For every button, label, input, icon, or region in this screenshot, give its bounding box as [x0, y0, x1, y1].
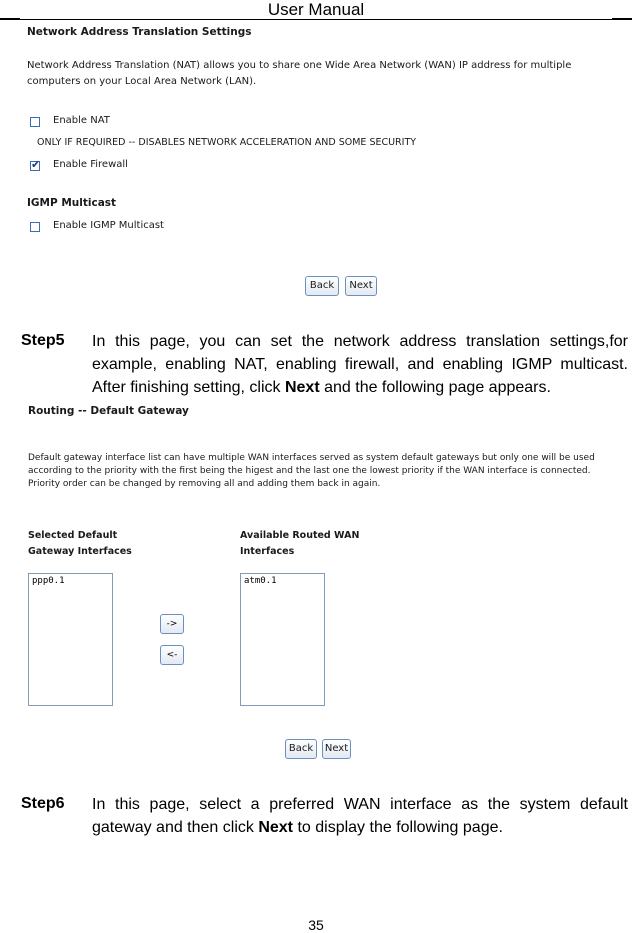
step6-label: Step6 — [21, 795, 65, 812]
enable-nat-checkbox[interactable] — [30, 117, 40, 127]
step5-paragraph — [92, 330, 628, 399]
nat-warning-text: ONLY IF REQUIRED -- DISABLES NETWORK ACCELERATION AND SOME SECURITY — [37, 137, 417, 148]
default-gateway-description: Default gateway interface list can have multiple WAN interfaces served as system default gateways but only one will be used according to the priority with the first being the higest and the last one the lowest priority if the WAN interface is connected. Priority order can be changed by removing all and adding them back in again. — [28, 453, 595, 489]
enable-igmp-label: Enable IGMP Multicast — [53, 220, 164, 231]
selected-interfaces-heading — [28, 528, 132, 560]
nat-settings-title: Network Address Translation Settings — [27, 26, 252, 38]
enable-firewall-checkbox[interactable] — [30, 158, 41, 171]
back-button[interactable]: Back — [305, 276, 339, 296]
selected-heading-line2: Gateway Interfaces — [28, 546, 132, 557]
nat-description: Network Address Translation (NAT) allows you to share one Wide Area Network (WAN) IP address for multiple computers on your Local Area Network (LAN). — [27, 60, 572, 87]
step6-text-after: to display the following page. — [293, 819, 503, 836]
step6-text-before: In this page, select a preferred WAN interface as the system default gateway and then click — [92, 796, 628, 836]
page-number: 35 — [308, 917, 324, 933]
enable-nat-label: Enable NAT — [53, 115, 110, 126]
header-rule-right-accent — [612, 18, 632, 20]
igmp-multicast-title: IGMP Multicast — [27, 197, 117, 209]
enable-firewall-label: Enable Firewall — [53, 159, 128, 170]
header-rule — [0, 19, 632, 20]
remove-interface-button[interactable]: <- — [160, 645, 184, 665]
add-interface-button[interactable]: -> — [160, 614, 184, 634]
default-gateway-title: Routing -- Default Gateway — [28, 405, 189, 417]
step5-text-before: In this page, you can set the network address translation settings,for example, enabling NAT, enabling firewall, and enabling IGMP multicast. After finishing setting, click — [92, 333, 628, 396]
available-interfaces-heading — [240, 528, 359, 560]
step6-next-emphasis: Next — [258, 819, 294, 836]
selected-interfaces-listbox[interactable] — [28, 573, 113, 706]
step5-text-after: and the following page appears. — [319, 379, 551, 396]
list-item[interactable]: ppp0.1 — [32, 576, 65, 586]
available-heading-line2: Interfaces — [240, 546, 295, 557]
available-heading-line1: Available Routed WAN — [240, 530, 360, 541]
next-button[interactable]: Next — [345, 276, 377, 296]
step5-label: Step5 — [21, 332, 65, 349]
available-interfaces-listbox[interactable] — [240, 573, 325, 706]
document-header-title: User Manual — [267, 0, 365, 19]
selected-heading-line1: Selected Default — [28, 530, 118, 541]
step6-paragraph — [92, 793, 628, 839]
enable-igmp-checkbox[interactable] — [30, 222, 40, 232]
next-button[interactable]: Next — [322, 739, 351, 759]
list-item[interactable]: atm0.1 — [244, 576, 277, 586]
step5-next-emphasis: Next — [284, 379, 320, 396]
back-button[interactable]: Back — [285, 739, 317, 759]
header-rule-left-accent — [0, 18, 20, 20]
checkmark-icon: ✔ — [31, 158, 41, 171]
